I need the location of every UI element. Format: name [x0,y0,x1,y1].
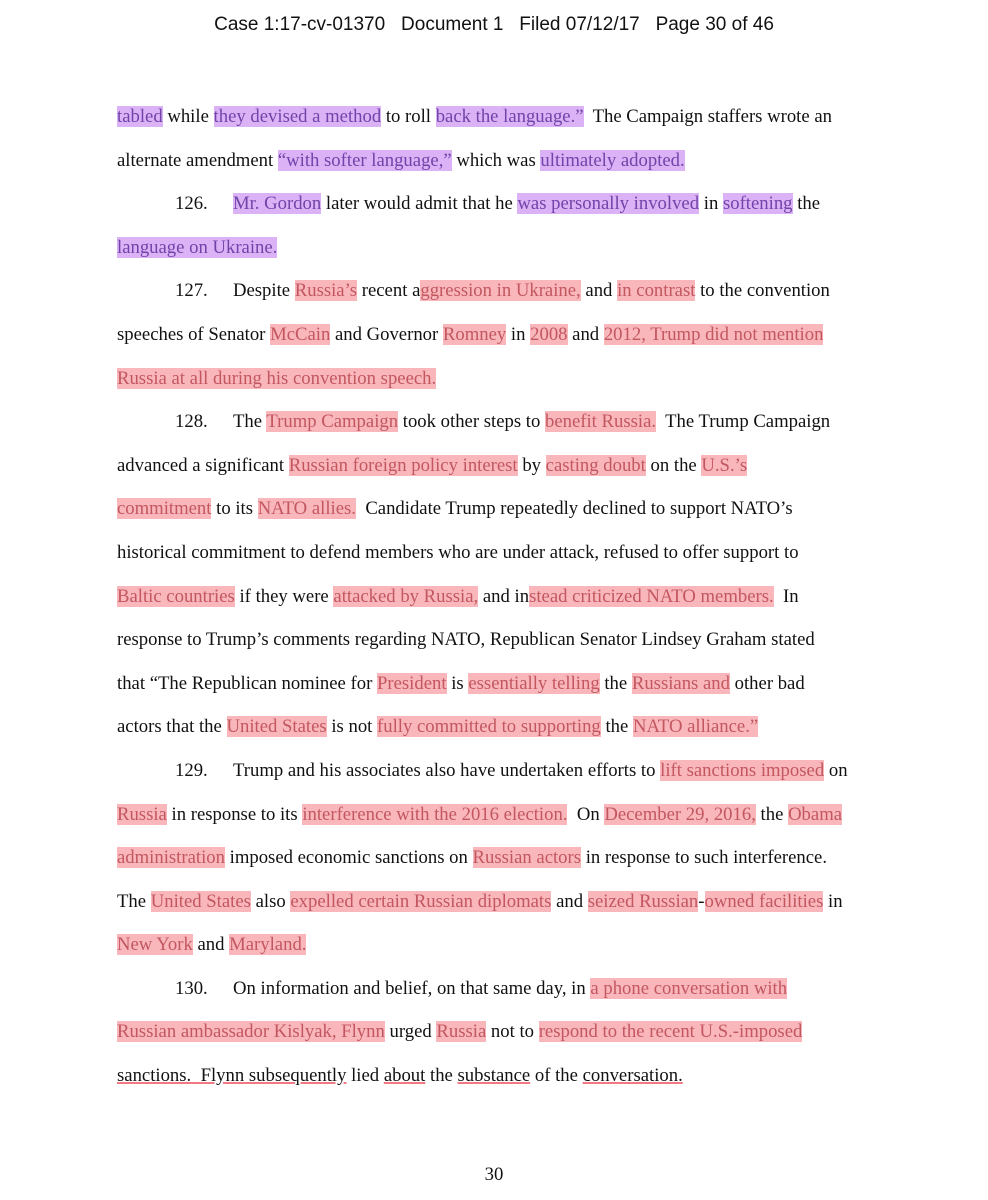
text-run: that “The Republican nominee for [117,672,377,694]
text-run: - [698,890,705,912]
text-run: is [446,672,469,694]
text-run: response to Trump’s comments regarding NATO, Republican Senator Lindsey Graham stated [117,629,815,651]
highlight: NATO alliance.” [632,716,759,738]
text-line [117,98,872,142]
highlight: they devised a method [213,106,382,127]
text-run: on [824,759,848,781]
paragraph-128-start [117,403,872,447]
text-run: imposed economic sanctions on [224,847,473,869]
text-run: the [792,193,821,215]
text-run: and [551,890,588,912]
underline-mark: sanctions. Flynn subsequently [117,1065,347,1087]
text-run: actors that the [117,716,227,738]
highlight: Baltic countries [117,585,235,607]
text-run: In [773,585,799,607]
highlight: Russia at all during his convention speech. [117,367,437,389]
text-line [117,534,872,578]
text-run: in [699,193,723,215]
text-line [117,1013,872,1057]
highlight: New York [117,934,193,956]
highlight: “with softer language,” [277,149,452,171]
highlight: softening [722,193,793,215]
highlight: a phone conversation with [590,977,788,999]
highlight: Russia [436,1021,487,1043]
highlight: lift sanctions imposed [660,759,825,781]
highlight: back the language.” [435,106,584,127]
paragraph-129-start [117,752,872,796]
highlight: owned facilities [704,890,824,912]
highlight: interference with the 2016 election. [302,803,568,825]
highlight: NATO allies. [257,498,356,520]
text-run: other bad [729,672,805,694]
underline-mark: about [383,1065,426,1087]
text-run: historical commitment to defend members who are under attack, refused to offer support to [117,541,799,563]
highlight: expelled certain Russian diplomats [290,890,552,912]
highlight: Russian ambassador Kislyak, Flynn [117,1021,385,1043]
highlight: McCain [270,323,331,345]
highlight: December 29, 2016, [604,803,756,825]
text-run: urged [384,1021,437,1043]
paragraph-127-start [117,272,872,316]
highlight: Mr. Gordon [233,193,322,215]
text-run: later would admit that he [321,193,518,215]
text-run: the [599,672,632,694]
text-run: Candidate Trump repeatedly declined to support NATO’s [355,498,793,520]
text-run: the [755,803,789,825]
page-number: 30 [484,1164,504,1185]
paragraph-number: 129. [175,759,208,781]
text-run: in [506,323,531,345]
highlight: casting doubt [545,454,646,476]
text-run: in [823,890,843,912]
text-run: of the [530,1065,583,1087]
text-run: The Trump Campaign [656,411,831,433]
text-line [117,926,872,970]
text-run: to roll [381,106,436,127]
text-run: is not [326,716,378,738]
highlight: Russians and [631,672,730,694]
highlight: President [376,672,447,694]
highlight: United States [150,890,251,912]
text-run: The [117,890,151,912]
highlight: language on Ukraine. [117,236,278,258]
underline-mark: conversation. [582,1065,683,1087]
text-run: and [580,280,618,302]
highlight: seized Russian [587,890,699,912]
text-line [117,578,872,622]
text-run: alternate amendment [117,149,278,171]
highlight: benefit Russia. [544,411,657,433]
text-line [117,316,872,360]
highlight: fully committed to supporting [377,716,601,738]
text-run: if they were [234,585,334,607]
text-run: not to [486,1021,539,1043]
document-body [117,98,872,1101]
highlight: tabled [117,106,163,127]
text-run: took other steps to [398,411,545,433]
text-run: the [600,716,633,738]
text-run: lied [346,1065,384,1087]
text-run: On [567,803,605,825]
highlight: essentially telling [468,672,600,694]
text-line [117,796,872,840]
text-run: by [517,454,546,476]
case-header: Case 1:17-cv-01370 Document 1 Filed 07/12/17 Page 30 of 46 [214,14,774,35]
underline-mark: substance [457,1065,531,1087]
text-line [117,839,872,883]
paragraph-130-start [117,970,872,1014]
text-run: to the convention [695,280,830,302]
highlight: ggression in Ukraine, [420,280,581,302]
text-run: Trump and his associates also have undertaken efforts to [233,759,661,781]
text-line [117,621,872,665]
highlight: in contrast [617,280,696,302]
highlight: Trump Campaign [266,411,399,433]
highlight: Maryland. [229,934,307,956]
paragraph-number: 128. [175,411,208,433]
highlight: commitment [117,498,212,520]
text-run: to its [211,498,258,520]
highlight: Romney [442,323,507,345]
highlight: U.S.’s [701,454,748,476]
text-run: The [233,411,267,433]
paragraph-number: 127. [175,280,208,302]
text-run: which was [451,149,541,171]
highlight: stead criticized NATO members. [529,585,774,607]
highlight: Russian actors [472,847,582,869]
text-line [117,883,872,927]
text-run: and [567,323,604,345]
text-run: Despite [233,280,295,302]
paragraph-number: 130. [175,977,208,999]
highlight: was personally involved [517,193,700,215]
text-line [117,447,872,491]
text-run: The Campaign staffers wrote an [583,106,832,127]
highlight: Russia’s [294,280,358,302]
text-line [117,360,872,404]
text-run: speeches of Senator [117,323,271,345]
text-run: also [250,890,291,912]
text-run: and Governor [330,323,443,345]
text-run: on the [645,454,702,476]
text-run: while [162,106,214,127]
text-run: the [425,1065,458,1087]
text-line [117,229,872,273]
text-run: advanced a significant [117,454,289,476]
paragraph-126-start [117,185,872,229]
text-run: in response to its [166,803,303,825]
highlight: ultimately adopted. [540,149,685,171]
text-run: On information and belief, on that same day, in [233,977,591,999]
text-line [117,665,872,709]
text-line [117,1057,872,1101]
highlight: United States [226,716,327,738]
highlight: 2008 [530,323,568,345]
highlight: Russian foreign policy interest [288,454,518,476]
text-run: in response to such interference. [581,847,827,869]
highlight: Russia [117,803,167,825]
text-run: recent a [357,280,421,302]
highlight: respond to the recent U.S.-imposed [538,1021,803,1043]
text-line [117,142,872,186]
text-line [117,708,872,752]
highlight: attacked by Russia, [333,585,479,607]
highlight: 2012, Trump did not mention [603,323,824,345]
text-line [117,490,872,534]
text-run: and in [478,585,530,607]
text-run: and [192,934,230,956]
paragraph-number: 126. [175,193,208,215]
highlight: Obama [788,803,843,825]
highlight: administration [117,847,225,869]
